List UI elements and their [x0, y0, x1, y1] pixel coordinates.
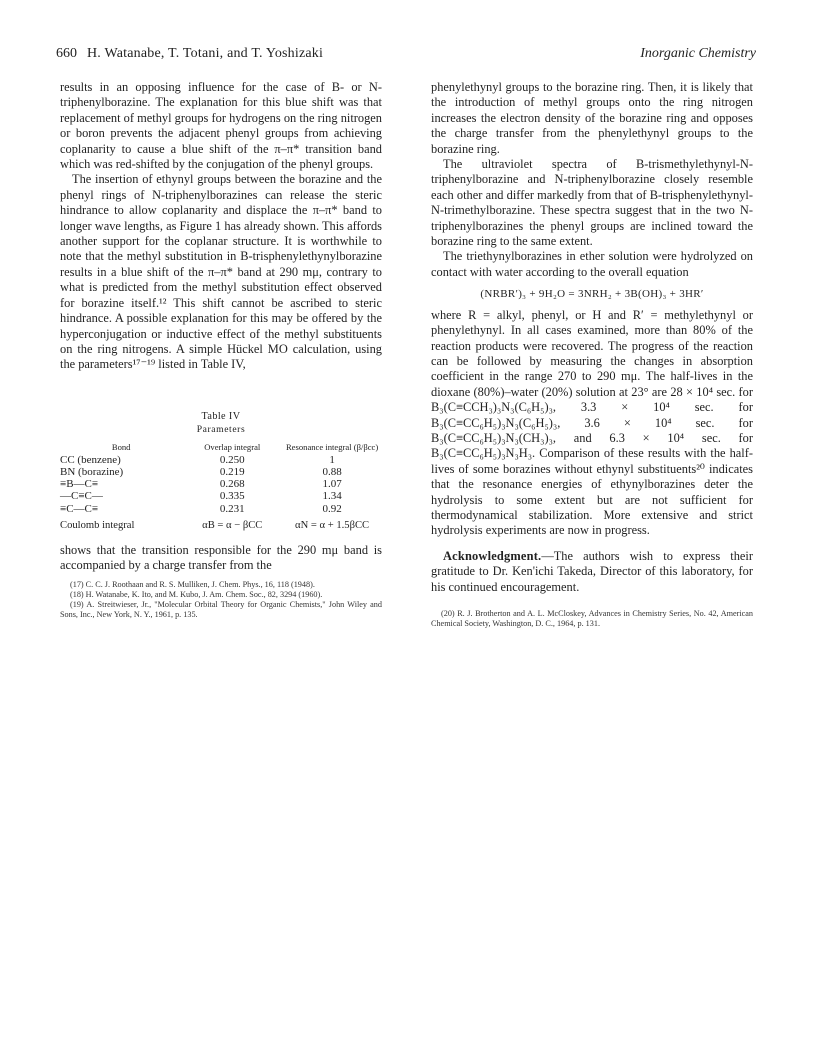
table-cell: 0.231: [219, 502, 245, 515]
table-cell: 1.34: [322, 490, 342, 503]
table-cell: —C≡C—: [60, 490, 103, 503]
paragraph: where R = alkyl, phenyl, or H and R′ = methylethynyl or phenylethynyl. In all cases examined, more than 80% of the reaction products were recovered. The progress of the reaction can be followed by measuring the changes in absorption coefficient in the range 270 to 290 mμ. The half-lives in the dioxane (80%)–water (20%) solution at 23° are 28 × 10⁴ sec. for B₃(C≡CCH₃)₃N₃(C₆H₅)₃, 3.3 × 10⁴ sec. for B₃(C≡CC₆H₅)₃N₃(C₆H₅)₃, 3.6 × 10⁴ sec. for B₃(C≡CC₆H₅)₃N₃(CH₃)₃, and 6.3 × 10⁴ sec. for B₃(C≡CC₆H₅)₃N₃H₃. Comparison of these results with the half-lives of some borazines without ethynyl substituents²⁰ indicates that the resonance energies of ethynylborazines deter the hydrolysis to some extent but are not sufficient for thermodynamical stabilization. More extensive and strict hydrolysis experiments are now in progress.: [431, 307, 753, 538]
paragraph: phenylethynyl groups to the borazine ring. Then, it is likely that the introduction of methyl groups onto the ring nitrogen increases the electron density of the borazine ring and opposes the charge transfer from the phenylethynyl groups to the borazine ring.: [431, 80, 753, 156]
table-cell: 0.92: [322, 502, 342, 515]
table-cell: 0.335: [219, 490, 245, 503]
footnotes: [60, 580, 382, 621]
table-cell: BN (borazine): [60, 465, 124, 478]
acknowledgment-text: —The authors wish to express their gratitude to Dr. Ken'ichi Takeda, Director of this laboratory, for his continued encouragement.: [431, 548, 753, 594]
table-cell: 0.219: [219, 465, 245, 478]
table-header-cell: Resonance integral (β/βcc): [285, 441, 379, 452]
table-row: [60, 490, 382, 502]
footnote: (17) C. C. J. Roothaan and R. S. Mulliken, J. Chem. Phys., 16, 118 (1948).: [70, 579, 315, 589]
table-cell: 0.250: [219, 453, 245, 466]
table-cell: ≡B—C≡: [60, 478, 99, 491]
table-cell: 0.268: [219, 478, 245, 491]
running-authors: H. Watanabe, T. Totani, and T. Yoshizaki: [87, 46, 324, 61]
hydrolysis-equation: (NRBR′)₃ + 9H₂O = 3NRH₂ + 3B(OH)₃ + 3HR′: [480, 288, 704, 301]
table-footer-row: [60, 515, 382, 532]
running-header: [56, 46, 756, 66]
parameters-table: [60, 441, 382, 532]
table-cell: ≡C—C≡: [60, 502, 99, 515]
table-cell: Coulomb integral: [60, 519, 135, 531]
table-cell: αN = α + 1.5βCC: [295, 519, 370, 531]
table-header-row: [60, 441, 382, 454]
table-cell: αB = α − βCC: [202, 519, 263, 531]
acknowledgment: [431, 549, 753, 595]
table-row: [60, 478, 382, 490]
table-header-cell: Bond: [111, 441, 131, 452]
table-cell: CC (benzene): [60, 453, 121, 466]
journal-name: Inorganic Chemistry: [640, 46, 756, 61]
table-row: [60, 454, 382, 466]
right-column: [431, 80, 753, 629]
table-row: [60, 466, 382, 478]
paragraph: The ultraviolet spectra of B-trismethylethynyl-N-triphenylborazine and N-triphenylborazine closely resemble each other and differ markedly from that of B-trisphenylethynyl-N-trimethylborazine. These spectra suggest that in the two N-triphenylborazines the phenyl groups are inclined toward the borazine ring to the same extent.: [431, 157, 753, 249]
footnotes: [431, 609, 753, 629]
table-header-cell: Overlap integral: [204, 441, 261, 452]
table-cell: 0.88: [322, 465, 342, 478]
paragraph: shows that the transition responsible for the 290 mμ band is accompanied by a charge transfer from the: [60, 542, 382, 573]
left-column: [60, 80, 382, 621]
paragraph: The triethynylborazines in ether solution were hydrolyzed on contact with water according to the overall equation: [431, 249, 753, 279]
paragraph: The insertion of ethynyl groups between the borazine and the phenyl rings of N-triphenylborazines can release the steric hindrance to allow coplanarity and displace the π–π* band to longer wave lengths, as Figure 1 has already shown. This affords another support for the coplanar structure. It is worthwhile to note that the methyl substitution in B-trisphenylethynylborazine results in a blue shift of the π–π* band at 290 mμ, contrary to what is predicted from the methyl substitution effect observed for borazine itself.¹² This shift cannot be ascribed to steric hindrance. A possible explanation for this may be offered by the hyperconjugation or inductive effect of the methyl substituents on the ring nitrogens. A simple Hückel MO calculation, using the parameters¹⁷⁻¹⁹ listed in Table IV,: [60, 172, 382, 372]
page-number: 660: [56, 46, 77, 61]
acknowledgment-label: Acknowledgment.: [443, 548, 542, 563]
table-cell: 1.07: [322, 478, 342, 491]
table-cell: 1: [329, 453, 335, 466]
footnote: (19) A. Streitwieser, Jr., "Molecular Orbital Theory for Organic Chemists," John Wiley and Sons, Inc., New York, N. Y., 1961, p. 135.: [60, 600, 382, 620]
footnote: (20) R. J. Brotherton and A. L. McCloskey, Advances in Chemistry Series, No. 42, American Chemical Society, Washington, D. C., 1964, p. 131.: [431, 609, 753, 629]
table-subtitle: Parameters: [196, 423, 246, 435]
footnote: (18) H. Watanabe, K. Ito, and M. Kubo, J. Am. Chem. Soc., 82, 3294 (1960).: [70, 589, 323, 599]
table-row: [60, 503, 382, 515]
table-title: Table IV: [201, 410, 241, 422]
paragraph: results in an opposing influence for the case of B- or N-triphenylborazine. The explanation for this blue shift was that replacement of methyl groups for hydrogens on the ring nitrogen or boron prevents the adjacent phenyl groups from achieving coplanarity to cause a blue shift of the π–π* transition band which was red-shifted by the conjugation of the phenyl groups.: [60, 80, 382, 172]
